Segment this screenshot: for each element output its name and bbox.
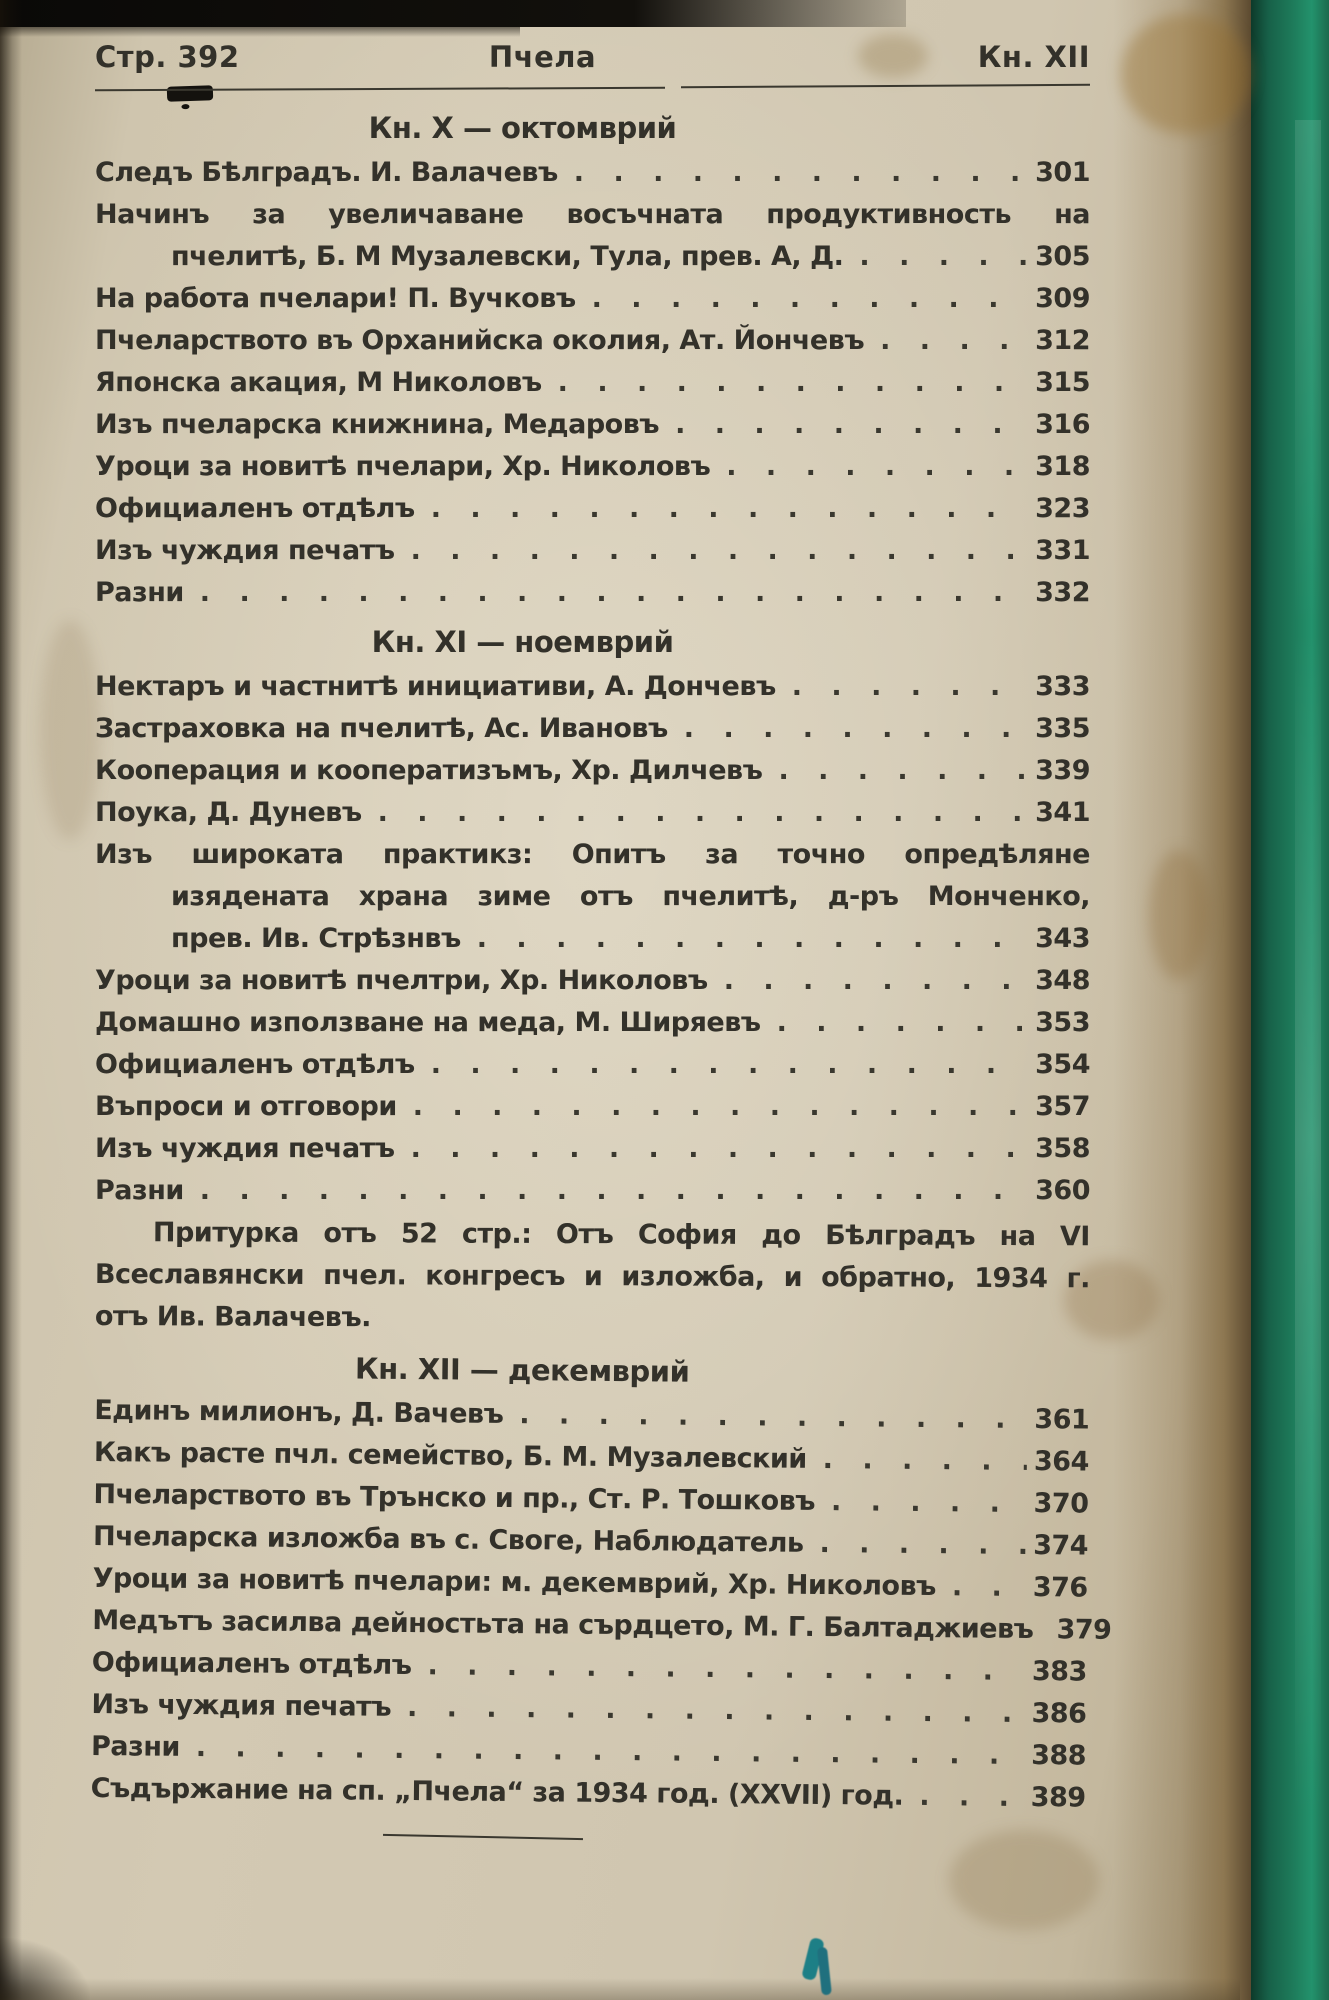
entry-page-number: 386: [1031, 1698, 1087, 1730]
dot-leader: [807, 1439, 1028, 1483]
page-content: [90, 40, 1112, 1838]
header-rule-segment: [95, 87, 665, 91]
entry-text: Официаленъ отдѣлъ: [91, 1646, 412, 1682]
toc-row: [95, 750, 1090, 792]
entry-text: Съдържание на сп. „Пчела“ за 1934 год. (XXVII) год.: [90, 1772, 904, 1812]
dot-leader: [558, 152, 1028, 194]
entry-page-number: 341: [1035, 797, 1090, 828]
dot-leader: [576, 278, 1028, 320]
toc-row: [95, 1296, 1090, 1342]
entry-page-number: 353: [1035, 1007, 1090, 1038]
toc-row: [95, 1044, 1090, 1086]
entry-text: Медътъ засилва дейностьта на сърдцето, М. Г. Балтаджиевъ: [92, 1604, 1034, 1646]
entry-text: Единъ милионъ, Д. Вачевъ: [94, 1394, 504, 1430]
dot-leader: [936, 1566, 1026, 1609]
page-number-label: Стр. 392: [95, 40, 240, 74]
entry-text: Застраховка на пчелитѣ, Ас. Ивановъ: [95, 713, 668, 744]
entry-text: Уроци за новитѣ пчелтри, Хр. Николовъ: [95, 965, 708, 996]
entry-page-number: 357: [1035, 1091, 1090, 1122]
dot-leader: [1033, 1609, 1049, 1651]
section-heading: Кн. XI — ноемврий: [371, 625, 674, 659]
entry-page-number: 343: [1035, 923, 1090, 954]
entry-text: Разни: [90, 1730, 181, 1763]
toc-section: [90, 1338, 1112, 1820]
entry-page-number: 376: [1032, 1572, 1088, 1604]
entry-page-number: 370: [1033, 1488, 1089, 1520]
book-cover-sheen: [1295, 120, 1321, 1820]
entry-text: Нектаръ и частнитѣ инициативи, А. Дончевъ: [95, 671, 776, 702]
entry-text: Изъ пчеларска книжнина, Медаровъ: [95, 409, 660, 440]
dot-leader: [542, 362, 1028, 404]
toc-row: [95, 1128, 1090, 1170]
toc-row: [95, 488, 1090, 530]
section-heading: Кн. X — октомврий: [368, 111, 677, 145]
entry-page-number: 388: [1031, 1740, 1087, 1772]
entry-text: Домашно използване на меда, М. Ширяевъ: [95, 1007, 761, 1038]
entry-text: изядената храна зиме отъ пчелитѣ, д-ръ Монченко,: [171, 881, 1090, 912]
toc-section: [95, 614, 1090, 1338]
section-heading: Кн. XII — декемврий: [354, 1351, 690, 1389]
dot-leader: [843, 236, 1028, 278]
issue-label: Кн. XII: [977, 40, 1090, 74]
entry-page-number: 364: [1033, 1446, 1090, 1478]
entry-text: Поука, Д. Дуневъ: [95, 797, 362, 828]
toc-row: [95, 666, 1090, 708]
dot-leader: [362, 792, 1028, 834]
dot-leader: [395, 1128, 1028, 1170]
toc-section: [95, 100, 1090, 614]
toc-row: [95, 960, 1090, 1002]
dot-leader: [391, 1687, 1025, 1735]
entry-text: Притурка отъ 52 стр.: Отъ София до Бѣлградъ на VI: [152, 1217, 1090, 1253]
entry-page-number: 305: [1035, 241, 1090, 272]
entry-text: Въпроси и отговори: [95, 1091, 397, 1122]
entry-page-number: 332: [1035, 577, 1090, 608]
dot-leader: [415, 1044, 1028, 1086]
entry-text: прев. Ив. Стрѣзнвъ: [171, 923, 461, 954]
header-rule-segment: [681, 84, 1090, 88]
header-rule: [95, 82, 1090, 96]
dot-leader: [503, 1394, 1027, 1441]
toc-row: [90, 1768, 1085, 1820]
entry-page-number: 383: [1031, 1656, 1087, 1688]
entry-text: Кооперация и кооператизъмъ, Хр. Дилчевъ: [95, 755, 763, 786]
dot-leader: [815, 1481, 1027, 1525]
entry-text: Какъ расте пчл. семейство, Б. М. Музалевский: [93, 1436, 807, 1475]
dot-leader: [395, 530, 1028, 572]
end-rule: [383, 1834, 583, 1840]
dot-leader: [461, 918, 1028, 960]
entry-page-number: 312: [1035, 325, 1090, 356]
dot-leader: [411, 1645, 1025, 1693]
paper-stain: [949, 1830, 1099, 1930]
entry-page-number: 348: [1035, 965, 1090, 996]
dot-leader: [708, 960, 1028, 1002]
toc-row: [95, 1086, 1090, 1128]
entry-text: Уроци за новитѣ пчелари, Хр. Николовъ: [95, 451, 711, 482]
toc-row: [95, 876, 1090, 918]
entry-text: Всеславянски пчел. конгресъ и изложба, и обратно, 1934 г.: [94, 1259, 1090, 1295]
toc-row: [95, 236, 1090, 278]
journal-title: Пчела: [488, 40, 597, 74]
entry-page-number: 301: [1035, 157, 1090, 188]
toc-row: [95, 1002, 1090, 1044]
dot-leader: [397, 1086, 1028, 1128]
entry-text: Изъ широката практикз: Опитъ за точно опредѣляне: [95, 839, 1090, 870]
entry-page-number: 323: [1035, 493, 1090, 524]
dot-leader: [415, 488, 1028, 530]
toc-row: [95, 530, 1090, 572]
entry-page-number: 316: [1035, 409, 1090, 440]
entry-page-number: 389: [1030, 1782, 1086, 1814]
entry-text: Официаленъ отдѣлъ: [95, 493, 415, 524]
toc-row: [95, 1212, 1090, 1258]
dot-leader: [710, 446, 1028, 488]
dot-leader: [659, 404, 1028, 446]
scan-left-shadow: [0, 0, 22, 2000]
entry-text: Начинъ за увеличаване восъчната продуктивность на: [95, 199, 1090, 230]
toc-row: [95, 194, 1090, 236]
entry-text: Пчеларството въ Трънско и пр., Ст. Р. Тошковъ: [93, 1478, 816, 1517]
toc-row: [95, 572, 1090, 614]
entry-page-number: 354: [1035, 1049, 1090, 1080]
dot-leader: [803, 1523, 1026, 1567]
entry-page-number: 331: [1035, 535, 1090, 566]
entry-page-number: 339: [1035, 755, 1090, 786]
entry-page-number: 360: [1035, 1175, 1090, 1206]
entry-text: Разни: [95, 1175, 184, 1206]
paper-stain: [1121, 14, 1251, 134]
entry-text: Изъ чуждия печатъ: [91, 1688, 392, 1723]
dot-leader: [184, 1170, 1028, 1212]
entry-text: отъ Ив. Валачевъ.: [94, 1301, 371, 1334]
entry-page-number: 318: [1035, 451, 1090, 482]
toc-row: [95, 446, 1090, 488]
scan-top-shadow-fade: [0, 27, 520, 37]
running-header: [95, 40, 1090, 74]
toc-row: [95, 708, 1090, 750]
entry-text: Следъ Бѣлградъ. И. Валачевъ: [95, 157, 558, 188]
entry-page-number: 374: [1033, 1530, 1089, 1562]
entry-text: Изъ чуждия печатъ: [95, 1133, 395, 1164]
dot-leader: [762, 750, 1028, 792]
entry-page-number: 315: [1035, 367, 1090, 398]
scan-top-shadow: [0, 0, 906, 27]
toc: [90, 100, 1112, 1814]
entry-page-number: 333: [1035, 671, 1090, 702]
entry-text: Пчеларска изложба въ с. Своге, Наблюдатель: [92, 1520, 804, 1559]
entry-page-number: 379: [1056, 1614, 1112, 1646]
dot-leader: [184, 572, 1028, 614]
scan-bottom-shadow: [0, 1978, 1240, 2000]
dot-leader: [903, 1776, 1024, 1819]
toc-row: [95, 792, 1090, 834]
entry-text: пчелитѣ, Б. М Музалевски, Тула, прев. А, Д.: [171, 241, 844, 272]
entry-text: Уроци за новитѣ пчелари: м. декемврий, Хр. Николовъ: [92, 1562, 937, 1603]
dot-leader: [668, 708, 1028, 750]
toc-row: [95, 320, 1090, 362]
entry-page-number: 361: [1034, 1404, 1090, 1436]
entry-text: Официаленъ отдѣлъ: [95, 1049, 415, 1080]
toc-row: [95, 918, 1090, 960]
entry-text: Изъ чуждия печатъ: [95, 535, 395, 566]
toc-row: [95, 362, 1090, 404]
entry-text: На работа пчелари! П. Вучковъ: [95, 283, 576, 314]
pen-mark: [801, 1937, 825, 1981]
dot-leader: [864, 320, 1028, 362]
entry-page-number: 335: [1035, 713, 1090, 744]
paper-stain: [1149, 850, 1209, 980]
dot-leader: [761, 1002, 1028, 1044]
toc-row: [95, 278, 1090, 320]
toc-row: [95, 834, 1090, 876]
entry-text: Разни: [95, 577, 184, 608]
toc-row: [95, 1254, 1090, 1300]
toc-row: [95, 1170, 1090, 1212]
torn-paper-edge: [1113, 0, 1263, 2000]
toc-row: [95, 152, 1090, 194]
dot-leader: [776, 666, 1028, 708]
entry-text: Пчеларството въ Орханийска околия, Ат. Йончевъ: [95, 325, 865, 356]
entry-page-number: 358: [1035, 1133, 1090, 1164]
toc-row: [95, 404, 1090, 446]
entry-text: Японска акация, М Николовъ: [95, 367, 542, 398]
entry-page-number: 309: [1035, 283, 1090, 314]
